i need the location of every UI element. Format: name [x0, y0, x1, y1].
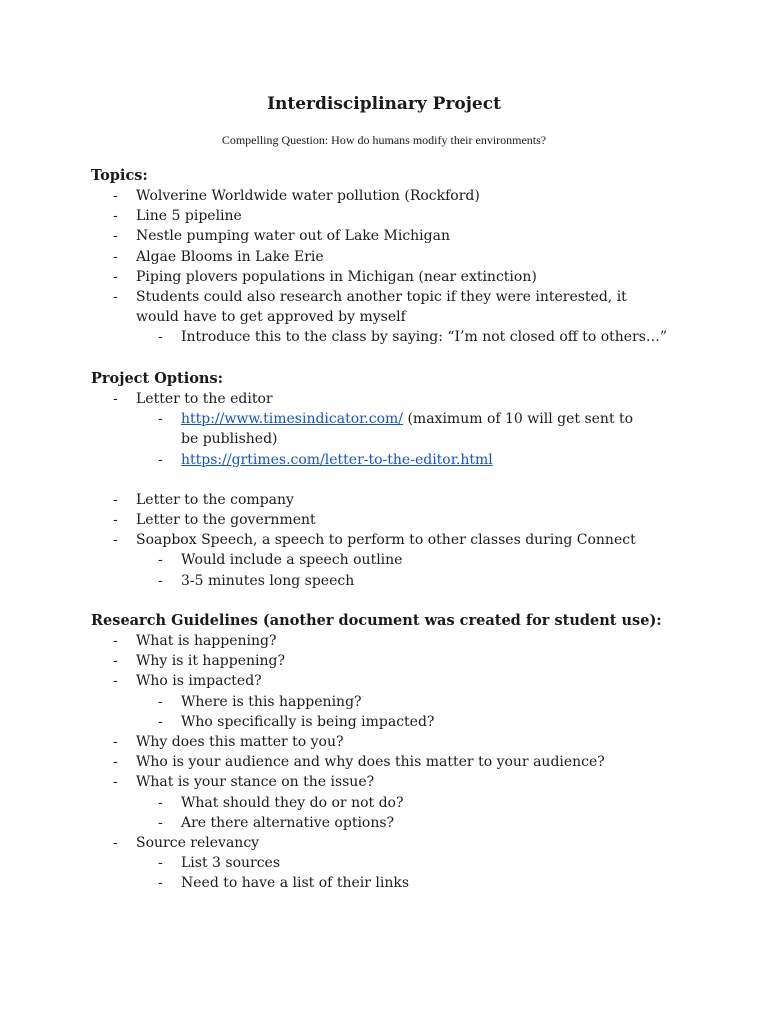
- sub-list-item: - What should they do or not do?: [91, 793, 691, 813]
- sub-list-item: - List 3 sources: [91, 853, 691, 873]
- sub-list-item: - Where is this happening?: [91, 692, 691, 712]
- bullet-dash: -: [113, 512, 118, 529]
- bullet-dash: -: [113, 673, 118, 690]
- bullet-dash: -: [113, 754, 118, 771]
- research-guidelines-section: [91, 611, 691, 894]
- list-item: - Nestle pumping water out of Lake Michigan: [91, 226, 691, 246]
- compelling-question: Compelling Question: How do humans modify their environments?: [221, 133, 547, 147]
- project-options-section: [91, 369, 691, 591]
- sub-list-item: - Need to have a list of their links: [91, 873, 691, 893]
- list-item: - Letter to the government: [91, 510, 691, 530]
- bullet-dash: -: [158, 814, 163, 831]
- bullet-dash: -: [158, 552, 163, 569]
- list-item: - Soapbox Speech, a speech to perform to other classes during Connect: [91, 530, 691, 550]
- list-item: - Wolverine Worldwide water pollution (Rockford): [91, 186, 691, 206]
- bullet-dash: -: [113, 188, 118, 204]
- topics-section: [91, 166, 691, 348]
- bullet-dash: -: [113, 734, 118, 751]
- bullet-dash: -: [158, 451, 163, 468]
- bullet-dash: -: [158, 693, 163, 710]
- sub-list-item: - http://www.timesindicator.com/ (maximum of 10 will get sent to be published): [158, 411, 634, 448]
- bullet-dash: -: [158, 855, 163, 872]
- bullet-dash: -: [113, 228, 118, 245]
- bullet-dash: -: [113, 774, 118, 791]
- list-item: - Letter to the editor: [91, 389, 691, 409]
- list-item: - Students could also research another topic if they were interested, it would have to get approved by myself: [113, 289, 627, 326]
- sub-list-item: - Would include a speech outline: [91, 550, 691, 570]
- list-item: - Who is your audience and why does this matter to your audience?: [91, 752, 691, 772]
- bullet-dash: -: [113, 835, 118, 852]
- list-item: - Algae Blooms in Lake Erie: [91, 247, 691, 267]
- bullet-dash: -: [158, 572, 163, 589]
- sub-list-item: [91, 450, 691, 470]
- bullet-dash: -: [158, 713, 163, 730]
- bullet-dash: -: [113, 491, 118, 508]
- list-item: - What is happening?: [91, 631, 691, 651]
- list-item: - Why does this matter to you?: [91, 732, 691, 752]
- list-item: - What is your stance on the issue?: [91, 772, 691, 792]
- grtimes-link[interactable]: https://grtimes.com/letter-to-the-editor.html: [181, 451, 493, 468]
- bullet-dash: -: [113, 391, 118, 407]
- research-guidelines-heading: Research Guidelines (another document was created for student use):: [91, 612, 662, 629]
- topics-heading: Topics:: [91, 167, 148, 184]
- list-item: - Piping plovers populations in Michigan (near extinction): [91, 267, 691, 287]
- bullet-dash: -: [158, 875, 163, 892]
- bullet-dash: -: [113, 208, 118, 225]
- times-indicator-link[interactable]: http://www.timesindicator.com/: [181, 411, 404, 428]
- sub-list-item: - Are there alternative options?: [91, 813, 691, 833]
- sub-list-item: - 3-5 minutes long speech: [91, 571, 691, 591]
- bullet-dash: -: [113, 653, 118, 670]
- document-title: Interdisciplinary Project: [267, 94, 501, 114]
- list-item: - Line 5 pipeline: [91, 206, 691, 226]
- bullet-dash: -: [113, 532, 118, 549]
- bullet-dash: -: [113, 289, 118, 306]
- list-item: - Source relevancy: [91, 833, 691, 853]
- list-item: - Who is impacted?: [91, 671, 691, 691]
- bullet-dash: -: [158, 329, 163, 346]
- bullet-dash: -: [158, 411, 163, 428]
- project-options-heading: Project Options:: [91, 370, 223, 387]
- list-item: - Why is it happening?: [91, 651, 691, 671]
- sub-list-item: - Who specifically is being impacted?: [91, 712, 691, 732]
- sub-list-item: - Introduce this to the class by saying: “I’m not closed off to others…”: [91, 327, 691, 347]
- bullet-dash: -: [158, 794, 163, 811]
- bullet-dash: -: [113, 268, 118, 285]
- list-item: - Letter to the company: [91, 490, 691, 510]
- bullet-dash: -: [113, 633, 118, 649]
- bullet-dash: -: [113, 248, 118, 265]
